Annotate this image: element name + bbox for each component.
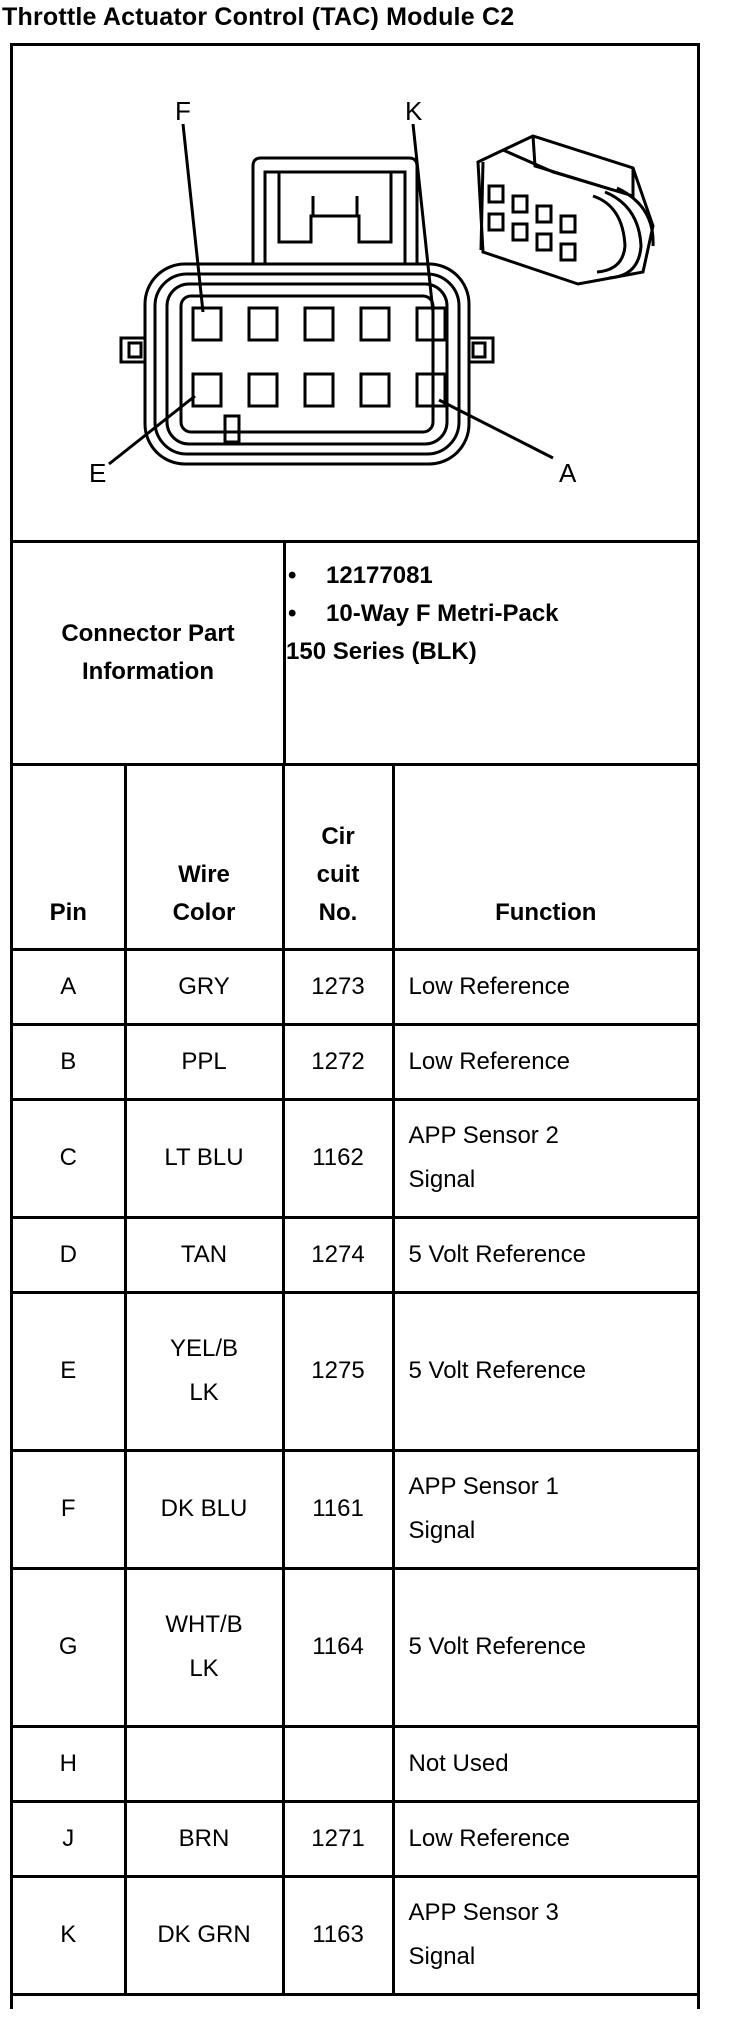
- pin-cell: C: [13, 1099, 125, 1217]
- function-cell: APP Sensor 3 Signal: [393, 1876, 697, 1994]
- table-row: [13, 1876, 697, 1994]
- circuit-cell: 1275: [283, 1292, 393, 1450]
- table-row: [13, 1726, 697, 1801]
- function-cell: APP Sensor 1 Signal: [393, 1450, 697, 1568]
- function-cell: APP Sensor 2 Signal: [393, 1099, 697, 1217]
- wire-color-cell: [125, 1726, 283, 1801]
- description-line-1: 10-Way F Metri-Pack: [326, 600, 559, 627]
- circuit-cell: 1164: [283, 1568, 393, 1726]
- table-row: [13, 1217, 697, 1292]
- table-row: [13, 1450, 697, 1568]
- part-number-item: [286, 557, 559, 595]
- pin-cell: H: [13, 1726, 125, 1801]
- wire-color-cell: YEL/B LK: [125, 1292, 283, 1450]
- circuit-cell: 1161: [283, 1450, 393, 1568]
- table-row: [13, 1292, 697, 1450]
- callout-a: A: [559, 458, 577, 488]
- pin-cell: B: [13, 1024, 125, 1099]
- table-row: [13, 1024, 697, 1099]
- circuit-cell: 1274: [283, 1217, 393, 1292]
- circuit-cell: 1273: [283, 949, 393, 1024]
- connector-diagram: [13, 46, 697, 543]
- pinout-table: [13, 766, 697, 1996]
- function-cell: Low Reference: [393, 1024, 697, 1099]
- wire-color-cell: TAN: [125, 1217, 283, 1292]
- page-title: Throttle Actuator Control (TAC) Module C2: [2, 3, 515, 31]
- callout-e: E: [89, 458, 107, 488]
- description-line-2: 150 Series (BLK): [286, 638, 477, 665]
- table-row: [13, 1568, 697, 1726]
- table-row: [13, 1099, 697, 1217]
- circuit-cell: 1163: [283, 1876, 393, 1994]
- header-wire-color: Wire Color: [125, 766, 283, 949]
- label-line-2: Information: [81, 658, 214, 685]
- function-cell: 5 Volt Reference: [393, 1217, 697, 1292]
- circuit-cell: 1162: [283, 1099, 393, 1217]
- function-cell: Low Reference: [393, 949, 697, 1024]
- label-line-1: Connector Part: [61, 620, 235, 647]
- connector-face-drawing: [13, 46, 697, 540]
- pin-cell: F: [13, 1450, 125, 1568]
- callout-f: F: [175, 96, 191, 126]
- pin-cell: D: [13, 1217, 125, 1292]
- wire-color-cell: BRN: [125, 1801, 283, 1876]
- circuit-cell: [283, 1726, 393, 1801]
- pin-cell: G: [13, 1568, 125, 1726]
- function-cell: Not Used: [393, 1726, 697, 1801]
- table-row: [13, 1801, 697, 1876]
- wire-color-cell: DK BLU: [125, 1450, 283, 1568]
- wire-color-cell: LT BLU: [125, 1099, 283, 1217]
- pin-cell: E: [13, 1292, 125, 1450]
- function-cell: 5 Volt Reference: [393, 1292, 697, 1450]
- function-cell: 5 Volt Reference: [393, 1568, 697, 1726]
- pin-cell: A: [13, 949, 125, 1024]
- pin-cell: J: [13, 1801, 125, 1876]
- function-cell: Low Reference: [393, 1801, 697, 1876]
- header-pin: Pin: [13, 766, 125, 949]
- connector-part-information: [13, 543, 697, 766]
- table-header: [13, 766, 697, 949]
- table-row: [13, 949, 697, 1024]
- part-number: 12177081: [326, 562, 433, 589]
- connector-part-label: [13, 543, 286, 763]
- circuit-cell: 1271: [283, 1801, 393, 1876]
- circuit-cell: 1272: [283, 1024, 393, 1099]
- header-circuit: Cir cuit No.: [283, 766, 393, 949]
- header-function: Function: [393, 766, 697, 949]
- connector-part-details: [286, 557, 559, 671]
- callout-k: K: [405, 96, 423, 126]
- wire-color-cell: WHT/B LK: [125, 1568, 283, 1726]
- description-item: [286, 595, 559, 633]
- pin-cell: K: [13, 1876, 125, 1994]
- wire-color-cell: DK GRN: [125, 1876, 283, 1994]
- connector-sheet: [10, 43, 700, 2009]
- wire-color-cell: GRY: [125, 949, 283, 1024]
- wire-color-cell: PPL: [125, 1024, 283, 1099]
